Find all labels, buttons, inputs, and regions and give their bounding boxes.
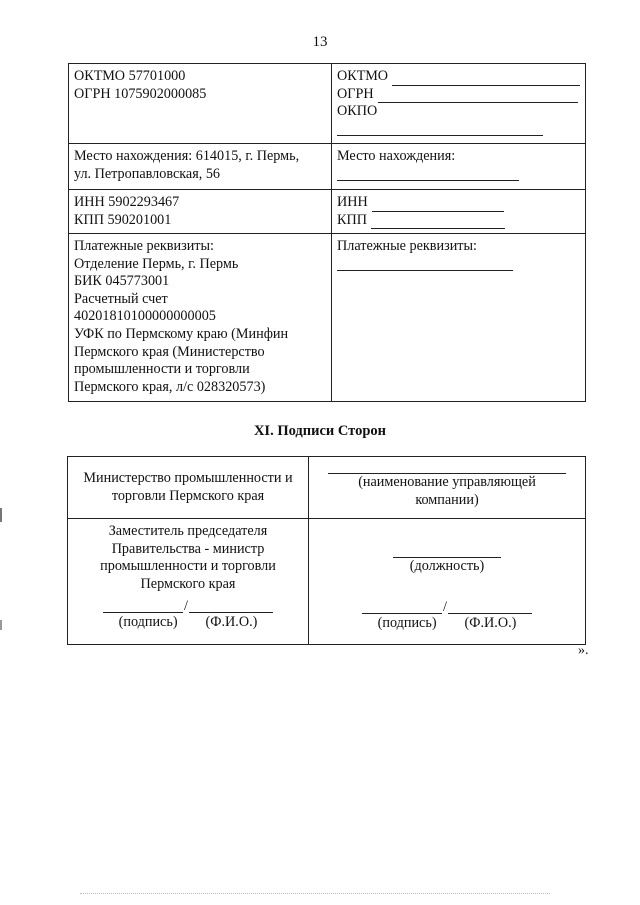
right-signature-captions: (подпись) (Ф.И.О.)	[377, 614, 517, 631]
closing-quote: ».	[578, 643, 589, 658]
ogrn-field: ОГРН	[337, 86, 580, 104]
table-row	[69, 144, 586, 190]
table-row	[68, 457, 586, 519]
left-cell-address: Место нахождения: 614015, г. Пермь, ул. Петропавловская, 56	[69, 144, 332, 190]
payment-line	[337, 256, 513, 271]
address-line	[337, 166, 519, 181]
left-org-cell: Министерство промышленности и торговли Пермского края	[68, 457, 309, 519]
right-org-cell: (наименование управляющей компании)	[309, 457, 586, 519]
right-cell-address: Место нахождения:	[332, 144, 586, 190]
table-row	[69, 64, 586, 144]
section-heading: XI. Подписи Сторон	[253, 423, 387, 439]
org-name-line	[328, 461, 566, 474]
table-row	[68, 519, 586, 645]
scan-artifact	[0, 620, 2, 630]
left-position-cell: Заместитель председателя Правительства - министр промышленности и торговли Пермского края / (подпись) (Ф.И.О.)	[68, 519, 309, 645]
ogrn-value: ОГРН 1075902000085	[74, 85, 207, 102]
scan-artifact	[0, 508, 2, 522]
scan-artifact	[80, 893, 550, 897]
okpo-line	[337, 121, 543, 136]
table-row	[69, 234, 586, 402]
position-line	[393, 545, 501, 558]
oktmo-field: ОКТМО	[337, 68, 580, 86]
right-signature-line: /	[315, 600, 579, 614]
kpp-field: КПП	[337, 212, 580, 230]
signatures-table	[67, 456, 586, 645]
right-position-cell: (должность) / (подпись) (Ф.И.О.)	[309, 519, 586, 645]
left-signature-captions: (подпись) (Ф.И.О.)	[118, 614, 258, 631]
right-cell-inn	[332, 190, 586, 234]
left-cell-payment: Платежные реквизиты: Отделение Пермь, г. Пермь БИК 045773001 Расчетный счет 40201810100000000005 УФК по Пермскому краю (Минфин Пермского края (Министерство промышленности и торговли Пермского края, л/с 028320573)	[69, 234, 332, 402]
oktmo-value: ОКТМО 57701000	[74, 68, 186, 84]
inn-field: ИНН	[337, 194, 580, 212]
okpo-label: ОКПО	[337, 103, 378, 120]
left-cell-inn: ИНН 5902293467 КПП 590201001	[69, 190, 332, 234]
left-cell-codes	[69, 64, 332, 144]
table-row	[69, 190, 586, 234]
page-number: 13	[312, 34, 328, 50]
right-cell-payment: Платежные реквизиты:	[332, 234, 586, 402]
requisites-table	[68, 63, 586, 402]
right-cell-codes	[332, 64, 586, 144]
left-signature-line: /	[74, 599, 302, 613]
